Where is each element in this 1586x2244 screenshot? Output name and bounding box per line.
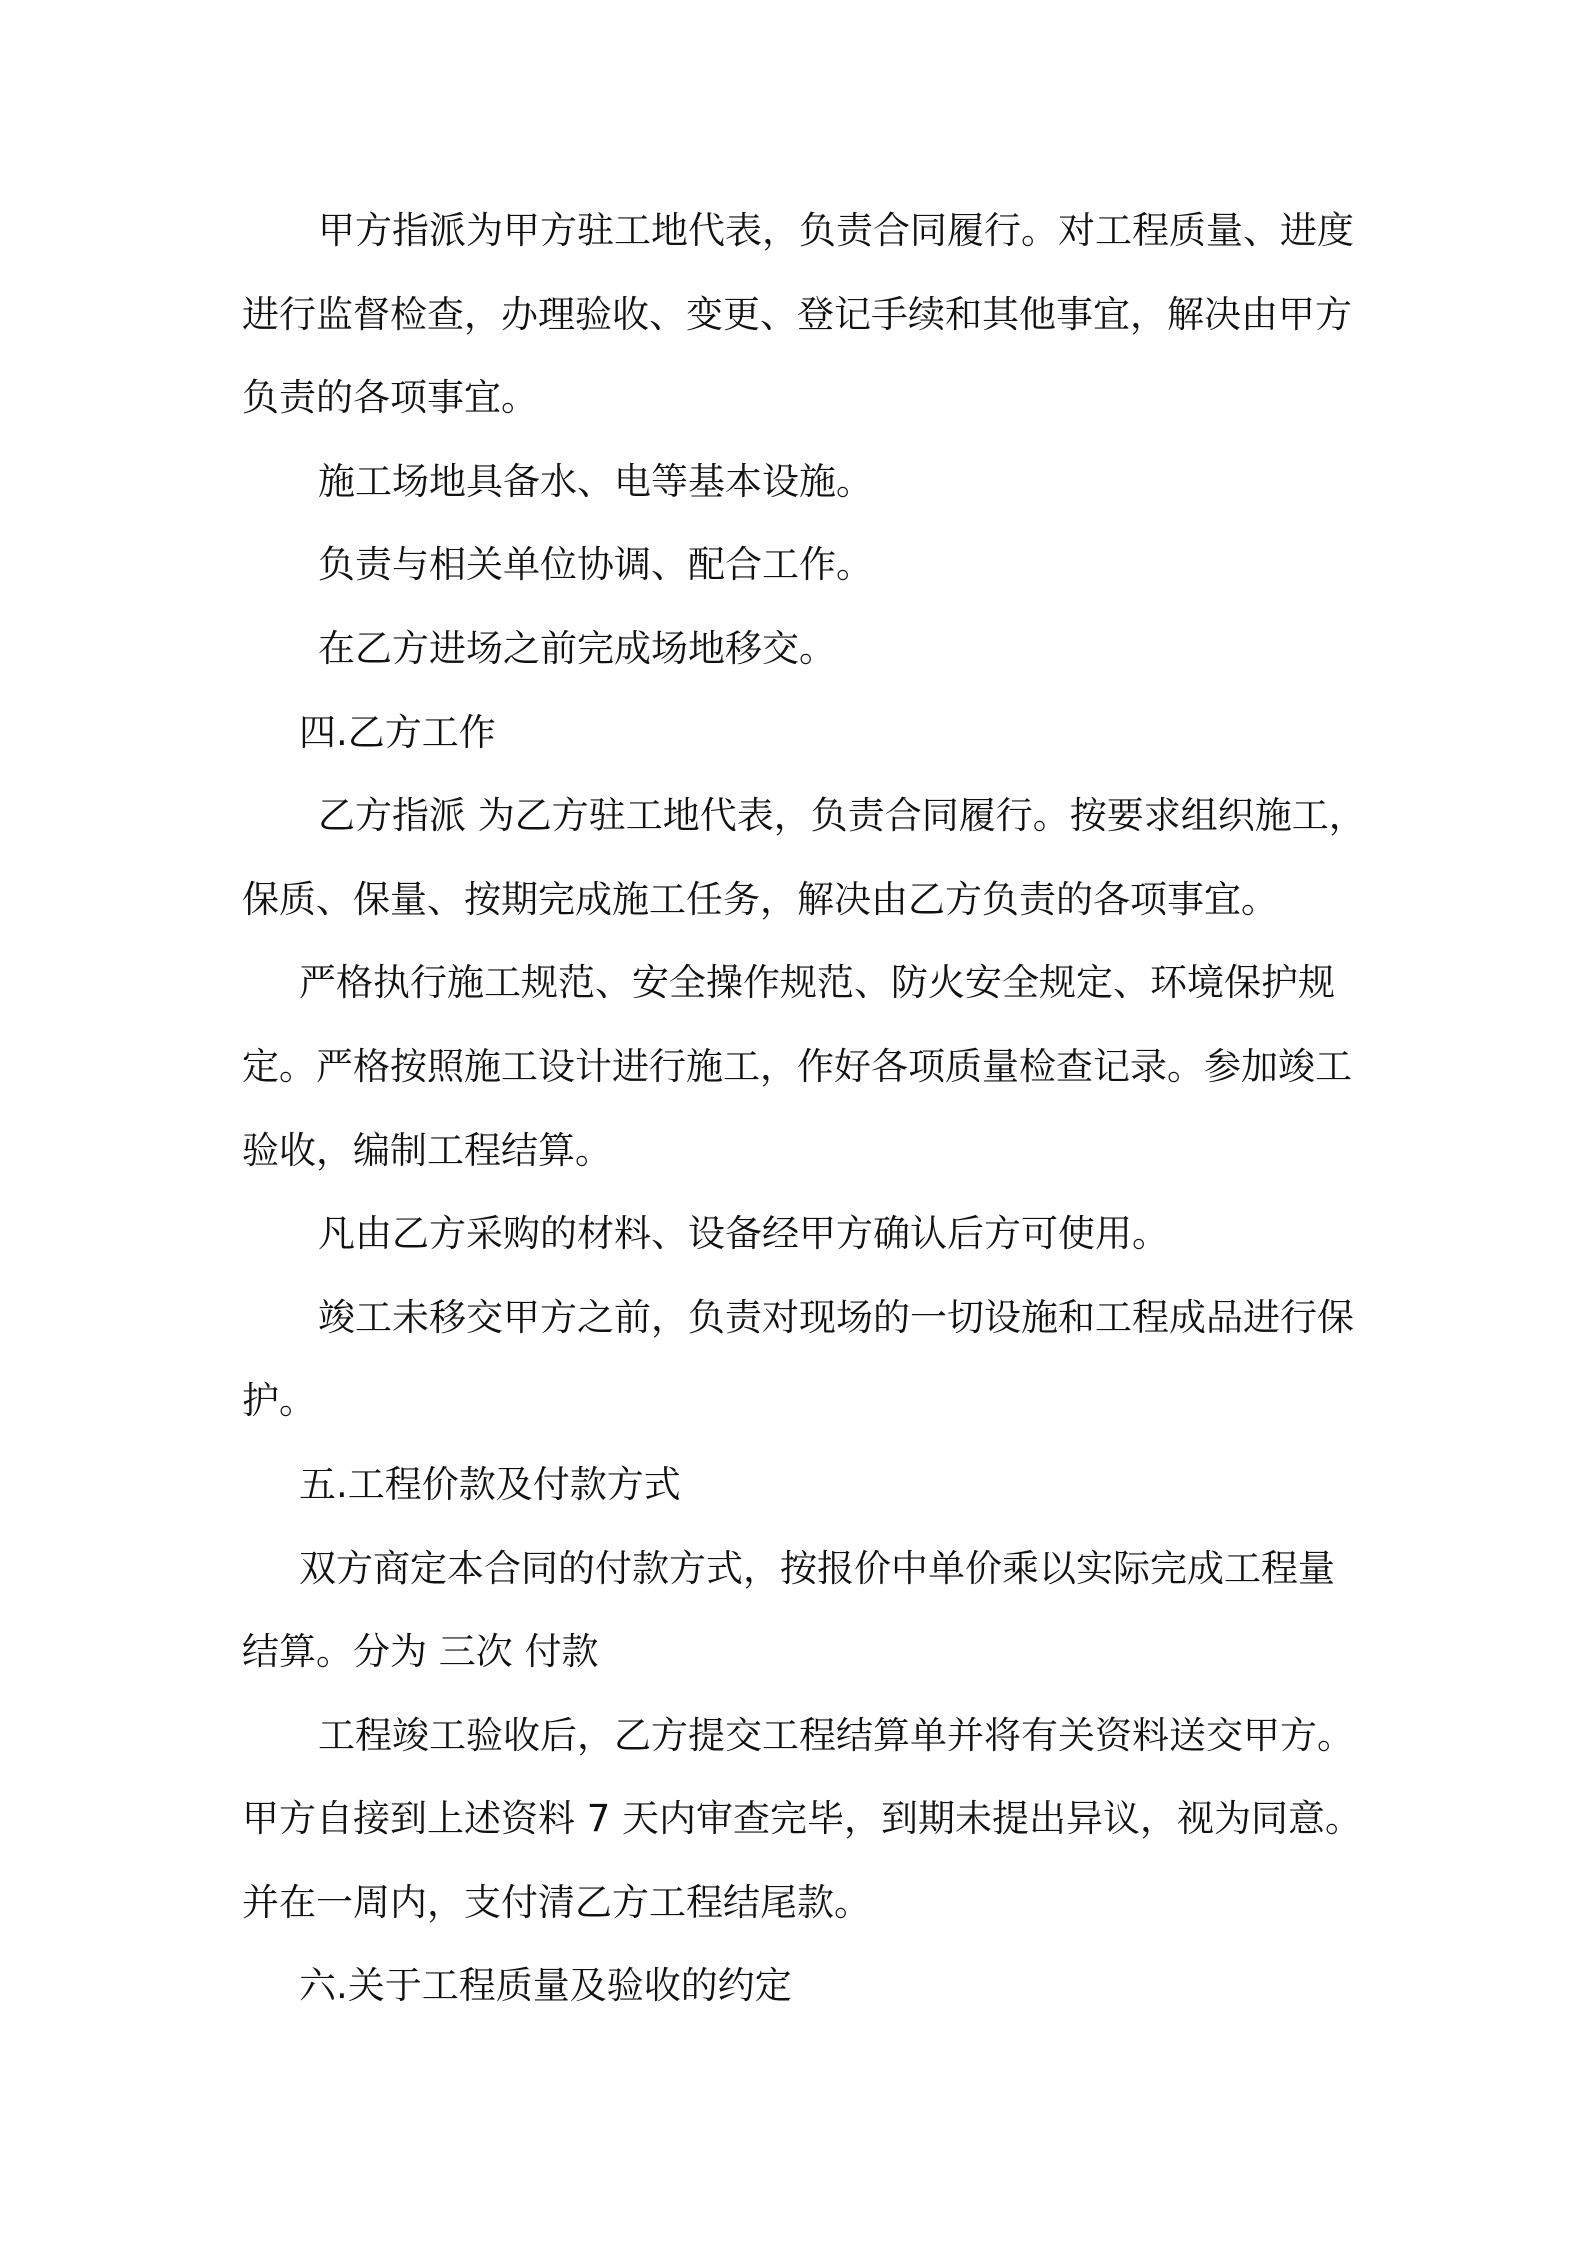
paragraph-site-handover (242, 607, 1382, 691)
paragraph-line: 定。严格按照施工设计进行施工，作好各项质量检查记录。参加竣工 (242, 1044, 1352, 1088)
paragraph-line: 工程竣工验收后，乙方提交工程结算单并将有关资料送交甲方。 (318, 1713, 1354, 1757)
section-heading-party-b-work (242, 691, 1382, 775)
paragraph-line: 甲方指派为甲方驻工地代表，负责合同履行。对工程质量、进度 (318, 209, 1354, 252)
paragraph-line: 乙方指派 为乙方驻工地代表，负责合同履行。按要求组织施工， (318, 794, 1366, 838)
section-heading: 五.工程价款及付款方式 (299, 1462, 681, 1506)
paragraph-payment-method (242, 1527, 1382, 1694)
paragraph-line: 竣工未移交甲方之前，负责对现场的一切设施和工程成品进行保 (318, 1295, 1354, 1339)
paragraph-site-protection (242, 1276, 1382, 1443)
paragraph-line: 在乙方进场之前完成场地移交。 (318, 626, 836, 670)
paragraph-construction-standards (242, 941, 1382, 1192)
section-heading: 四.乙方工作 (299, 710, 496, 754)
paragraph-line: 严格执行施工规范、安全操作规范、防火安全规定、环境保护规 (299, 961, 1335, 1005)
paragraph-line: 施工场地具备水、电等基本设施。 (318, 459, 873, 503)
paragraph-line: 结算。分为 三次 付款 (242, 1630, 599, 1674)
paragraph-line: 负责的各项事宜。 (242, 376, 538, 420)
paragraph-line: 验收，编制工程结算。 (242, 1128, 612, 1172)
paragraph-coordination (242, 523, 1382, 607)
section-heading-quality-acceptance (242, 1944, 1382, 2028)
paragraph-line: 护。 (242, 1379, 316, 1423)
section-heading: 六.关于工程质量及验收的约定 (299, 1964, 792, 2008)
paragraph-party-a-representative (242, 189, 1382, 440)
paragraph-line: 双方商定本合同的付款方式，按报价中单价乘以实际完成工程量 (299, 1546, 1335, 1590)
paragraph-materials-approval (242, 1192, 1382, 1276)
paragraph-line: 进行监督检查，办理验收、变更、登记手续和其他事宜，解决由甲方 (242, 292, 1352, 336)
paragraph-line: 保质、保量、按期完成施工任务，解决由乙方负责的各项事宜。 (242, 877, 1278, 921)
section-heading-price-and-payment (242, 1443, 1382, 1527)
paragraph-site-facilities (242, 440, 1382, 524)
paragraph-line: 并在一周内，支付清乙方工程结尾款。 (242, 1880, 871, 1924)
document-body (242, 189, 1382, 2028)
paragraph-line: 凡由乙方采购的材料、设备经甲方确认后方可使用。 (318, 1212, 1169, 1256)
paragraph-line: 甲方自接到上述资料 7 天内审查完毕，到期未提出异议，视为同意。 (242, 1797, 1363, 1841)
paragraph-line: 负责与相关单位协调、配合工作。 (318, 543, 873, 587)
paragraph-party-b-representative (242, 774, 1382, 941)
paragraph-final-settlement (242, 1694, 1382, 1945)
